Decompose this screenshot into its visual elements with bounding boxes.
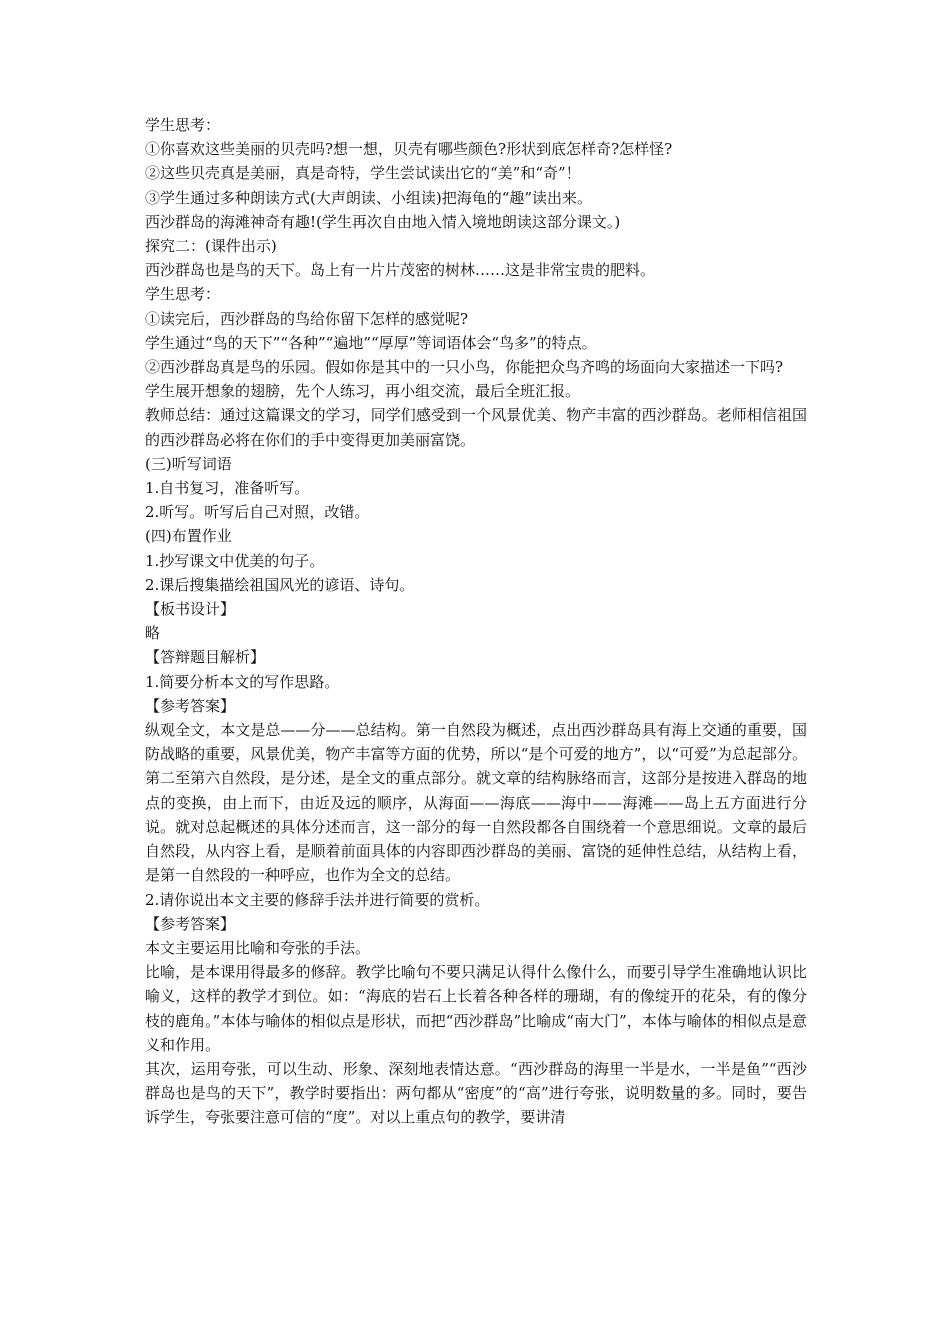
text-line: 西沙群岛的海滩神奇有趣!(学生再次自由地入情入境地朗读这部分课文。): [145, 212, 621, 231]
document-page: [145, 113, 807, 1130]
section-heading: 【参考答案】: [145, 914, 236, 933]
question: 1.简要分析本文的写作思路。: [145, 672, 340, 691]
text-line: 西沙群岛也是鸟的天下。岛上有一片片茂密的树林……这是非常宝贵的肥料。: [145, 261, 656, 280]
list-item: 1.自书复习，准备听写。: [145, 479, 310, 498]
answer-paragraph: 纵观全文，本文是总——分——总结构。第一自然段为概述，点出西沙群岛具有海上交通的重要，国防战略的重要，风景优美，物产丰富等方面的优势，所以“是个可爱的地方”，以“可爱”为总起部分。第二至第六自然段，是分述，是全文的重点部分。就文章的结构脉络而言，这部分是按进入群岛的地点的变换，由上而下，由近及远的顺序，从海面——海底——海中——海滩——岛上五方面进行分说。就对总起概述的具体分述而言，这一部分的每一自然段都各自围绕着一个意思细说。文章的最后自然段，从内容上看，是顺着前面具体的内容即西沙群岛的美丽、富饶的延伸性总结，从结构上看，是第一自然段的一种呼应，也作为全文的总结。: [145, 721, 807, 885]
section-heading: 【板书设计】: [145, 600, 236, 619]
question: 2.请你说出本文主要的修辞手法并进行简要的赏析。: [145, 890, 490, 909]
list-item: 2.听写。听写后自己对照，改错。: [145, 503, 370, 522]
text-line: 学生思考：: [145, 285, 221, 304]
answer-paragraph: 比喻，是本课用得最多的修辞。教学比喻句不要只满足认得什么像什么，而要引导学生准确地认识比喻义，这样的教学才到位。如：“海底的岩石上长着各种各样的珊瑚，有的像绽开的花朵，有的像分枝的鹿角。”本体与喻体的相似点是形状，而把“西沙群岛”比喻成“南大门”，本体与喻体的相似点是意义和作用。: [145, 963, 807, 1054]
text-line: 学生思考：: [145, 116, 221, 134]
text-line: 学生展开想象的翅膀，先个人练习，再小组交流，最后全班汇报。: [145, 382, 581, 401]
text-line: 略: [145, 624, 161, 643]
text-line: ②这些贝壳真是美丽，真是奇特，学生尝试读出它的“美”和“奇”！: [145, 164, 581, 183]
text-line: 本文主要运用比喻和夸张的手法。: [145, 938, 371, 957]
answer-paragraph: 其次，运用夸张，可以生动、形象、深刻地表情达意。“西沙群岛的海里一半是水，一半是鱼”“西沙群岛也是鸟的天下”，教学时要指出：两句都从“密度”的“高”进行夸张，说明数量的多。同时，要告诉学生，夸张要注意可信的“度”。对以上重点句的教学，要讲清: [145, 1059, 807, 1127]
text-line: ①读完后，西沙群岛的鸟给你留下怎样的感觉呢?: [145, 309, 469, 328]
paragraph: ②西沙群岛真是鸟的乐园。假如你是其中的一只小鸟，你能把众鸟齐鸣的场面向大家描述一下吗?: [145, 358, 784, 377]
section-heading: 【答辩题目解析】: [145, 648, 266, 667]
section-heading: (三)听写词语: [145, 454, 232, 473]
section-heading: 探究二：(课件出示): [145, 237, 277, 256]
text-line: ①你喜欢这些美丽的贝壳吗?想一想，贝壳有哪些颜色?形状到底怎样奇?怎样怪?: [145, 140, 673, 159]
list-item: 1.抄写课文中优美的句子。: [145, 551, 325, 570]
paragraph: 教师总结：通过这篇课文的学习，同学们感受到一个风景优美、物产丰富的西沙群岛。老师相信祖国的西沙群岛必将在你们的手中变得更加美丽富饶。: [145, 406, 807, 449]
section-heading: 【参考答案】: [145, 696, 236, 715]
section-heading: (四)布置作业: [145, 527, 232, 546]
text-line: ③学生通过多种朗读方式(大声朗读、小组读)把海龟的“趣”读出来。: [145, 188, 593, 207]
text-line: 学生通过“鸟的天下”“各种”“遍地”“厚厚”等词语体会“鸟多”的特点。: [145, 333, 597, 352]
list-item: 2.课后搜集描绘祖国风光的谚语、诗句。: [145, 575, 415, 594]
